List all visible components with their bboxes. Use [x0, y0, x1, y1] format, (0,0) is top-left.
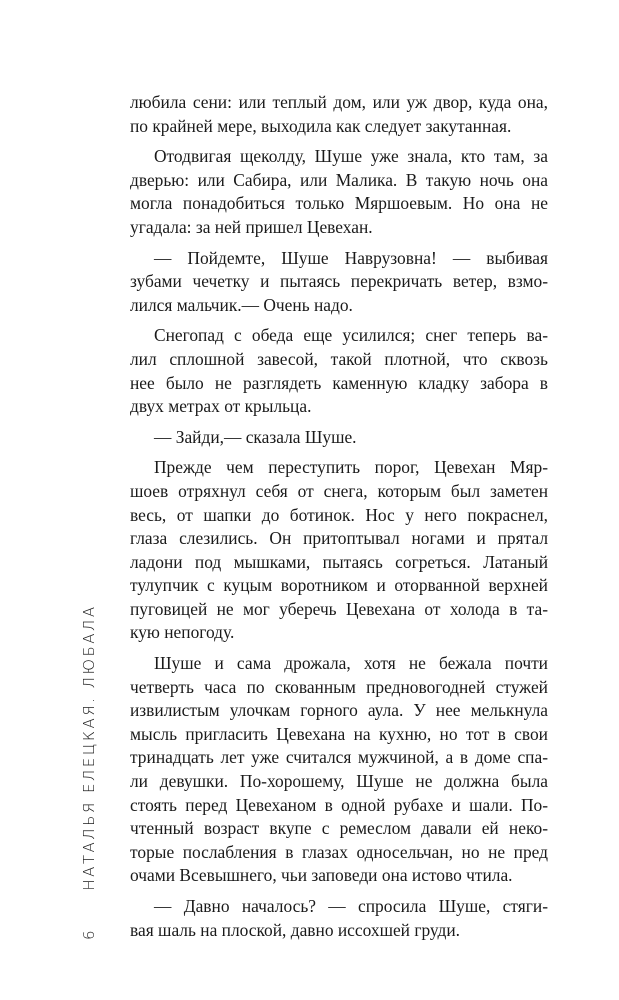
text-line: чтенный возраст вкупе с ремеслом давали ей неко- — [130, 818, 548, 839]
text-line: весь, от шапки до ботинок. Нос у него покраснел, — [130, 504, 548, 525]
book-title: НАТАЛЬЯ ЕЛЕЦКАЯ. ЛЮБАЛА — [80, 604, 98, 891]
text-line: вая шаль на плоской, давно иссохшей груди. — [130, 919, 461, 940]
text-line: лился мальчик.— Очень надо. — [130, 294, 353, 315]
text-line: четверть часа по скованным предновогодней стужей — [130, 676, 548, 697]
text-line: зубами чечетку и пытаясь перекричать ветер, взмо- — [130, 271, 548, 292]
text-line: Шуше и сама дрожала, хотя не бежала почти — [154, 653, 548, 674]
text-line: дверью: или Сабира, или Малика. В такую ночь она — [130, 169, 548, 190]
text-line: угадала: за ней пришел Цевехан. — [130, 216, 373, 237]
text-line: — Пойдемте, Шуше Наврузовна! — выбивая — [154, 247, 548, 268]
text-line: извилистым улочкам горного аула. У нее мелькнула — [130, 700, 548, 721]
text-line: тулупчик с куцым воротником и оторванной верхней — [130, 575, 548, 596]
text-line: могла понадобиться только Мяршоевым. Но она не — [130, 193, 548, 214]
text-line: глаза слезились. Он притоптывал ногами и прятал — [130, 528, 548, 549]
text-line: — Зайди,— сказала Шуше. — [154, 426, 357, 447]
text-line: по крайней мере, выходила как следует закутанная. — [130, 115, 512, 136]
text-line: лил сплошной завесой, такой плотной, что сквозь — [130, 348, 548, 369]
text-line: — Давно началось? — спросила Шуше, стяги- — [154, 896, 548, 916]
text-line: шоев отряхнул себя от снега, которым был заметен — [130, 480, 548, 501]
running-head — [80, 604, 98, 940]
text-line: ли девушки. По-хорошему, Шуше не должна была — [130, 771, 548, 792]
text-line: Снегопад с обеда еще усилился; снег теперь ва- — [154, 325, 548, 346]
text-line: очами Всевышнего, чьи заповеди она истово чтила. — [130, 865, 513, 886]
text-line: двух метрах от крыльца. — [130, 396, 312, 417]
text-line: любила сени: или теплый дом, или уж двор, куда она, — [130, 92, 548, 112]
text-line: Отодвигая щеколду, Шуше уже знала, кто там, за — [154, 146, 548, 167]
text-line: пуговицей не мог уберечь Цевехана от холода в та- — [130, 598, 548, 619]
text-line: торые послабления в глазах односельчан, но не пред — [130, 841, 548, 862]
text-line: Прежде чем переступить порог, Цевехан Мяр- — [154, 457, 548, 478]
text-line: тринадцать лет уже считался мужчиной, а в доме спа- — [130, 747, 548, 768]
text-line: нее было не разглядеть каменную кладку забора в — [130, 372, 548, 393]
text-line: мысль пригласить Цевехана на кухню, но тот в свои — [130, 723, 548, 744]
page-number: 6 — [80, 927, 98, 940]
text-line: стоять перед Цевеханом в одной рубахе и шали. По- — [130, 794, 548, 815]
text-line: ладони под мышками, пытаясь согреться. Латаный — [130, 551, 548, 572]
text-line: кую непогоду. — [130, 622, 235, 643]
body-text — [130, 91, 548, 942]
